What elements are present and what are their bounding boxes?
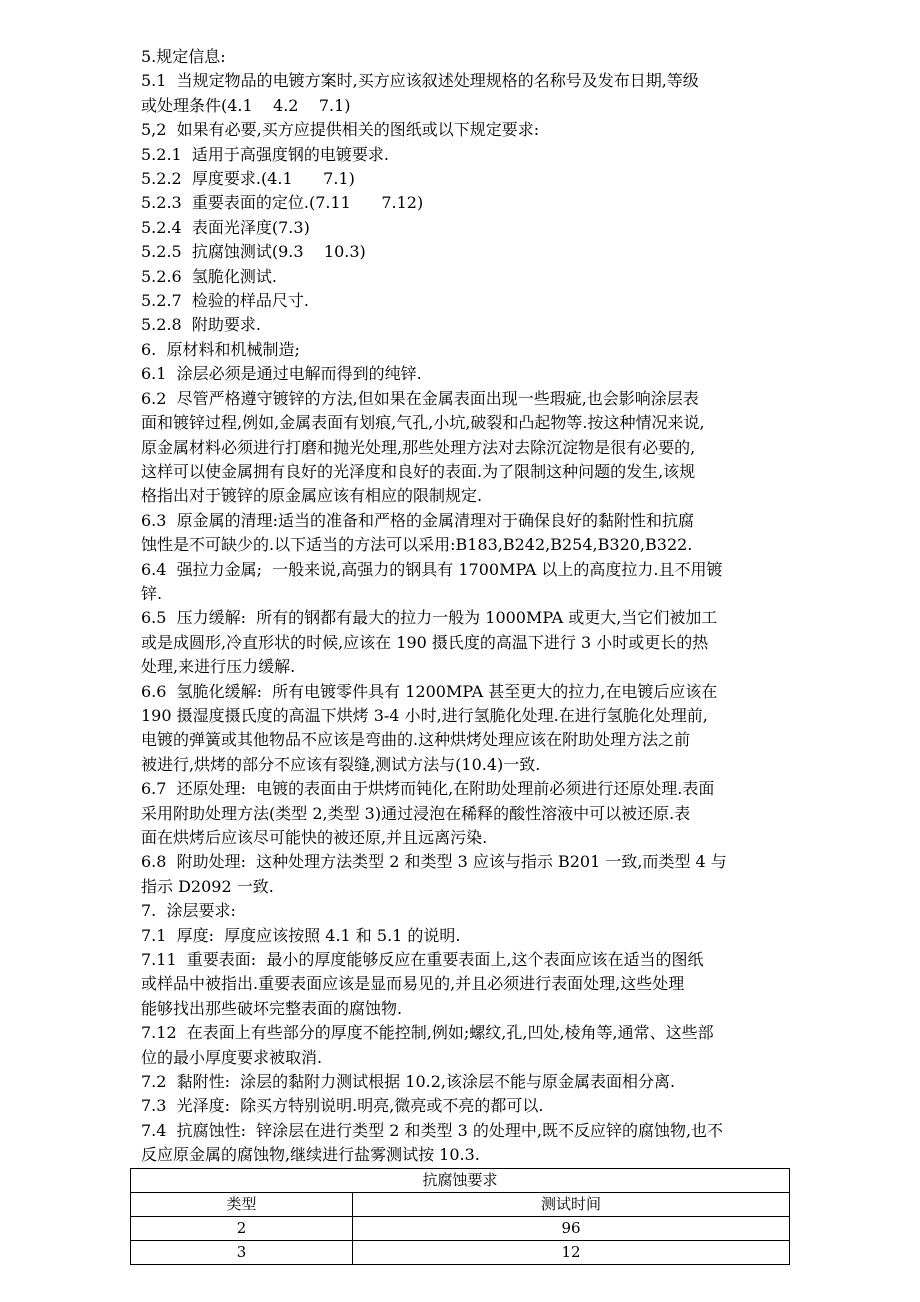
text-line: 6.7 还原处理: 电镀的表面由于烘烤而钝化,在附助处理前必须进行还原处理.表面 xyxy=(141,779,715,799)
text-line: 这样可以使金属拥有良好的光泽度和良好的表面.为了限制这种问题的发生,该规 xyxy=(141,461,696,481)
table-cell-test-time: 96 xyxy=(353,1216,790,1240)
text-line: 5.2.6 氢脆化测试. xyxy=(141,266,277,286)
text-line: 位的最小厚度要求被取消. xyxy=(141,1047,323,1067)
text-line: 5.2.3 重要表面的定位.(7.11 7.12) xyxy=(141,193,424,213)
text-line: 6.8 附助处理: 这种处理方法类型 2 和类型 3 应该与指示 B201 一致,而类型 4 与 xyxy=(141,852,727,872)
text-line: 处理,来进行压力缓解. xyxy=(141,657,296,677)
table-header-row xyxy=(131,1192,790,1216)
text-line: 面在烘烤后应该尽可能快的被还原,并且远离污染. xyxy=(141,828,488,847)
text-line: 指示 D2092 一致. xyxy=(141,876,274,896)
corrosion-requirements-table xyxy=(130,1168,790,1265)
text-line: 7.11 重要表面: 最小的厚度能够反应在重要表面上,这个表面应该在适当的图纸 xyxy=(141,950,704,970)
text-line: 5.2.8 附助要求. xyxy=(141,315,261,335)
text-line: 7.2 黏附性: 涂层的黏附力测试根据 10.2,该涂层不能与原金属表面相分离. xyxy=(141,1072,676,1092)
table-header-type: 类型 xyxy=(131,1192,353,1216)
text-line: 5.2.1 适用于高强度钢的电镀要求. xyxy=(141,144,389,164)
text-line: 电镀的弹簧或其他物品不应该是弯曲的.这种烘烤处理应该在附助处理方法之前 xyxy=(141,730,691,750)
text-line: 能够找出那些破坏完整表面的腐蚀物. xyxy=(141,998,403,1018)
text-line: 或是成圆形,冷直形状的时候,应该在 190 摄氏度的高温下进行 3 小时或更长的热 xyxy=(141,632,709,652)
table-header-test-time: 测试时间 xyxy=(353,1192,790,1216)
text-line: 采用附助处理方法(类型 2,类型 3)通过浸泡在稀释的酸性溶液中可以被还原.表 xyxy=(141,803,691,823)
text-line: 原金属材料必须进行打磨和抛光处理,那些处理方法对去除沉淀物是很有必要的, xyxy=(141,437,696,457)
table-row xyxy=(131,1240,790,1264)
text-line: 5,2 如果有必要,买方应提供相关的图纸或以下规定要求: xyxy=(141,120,540,140)
text-line: 7. 涂层要求: xyxy=(141,901,236,921)
text-line: 6.3 原金属的清理:适当的准备和严格的金属清理对于确保良好的黏附性和抗腐 xyxy=(141,510,695,530)
text-line: 5.1 当规定物品的电镀方案时,买方应该叙述处理规格的名称号及发布日期,等级 xyxy=(141,71,699,91)
table-title: 抗腐蚀要求 xyxy=(131,1168,790,1192)
text-line: 7.3 光泽度: 除买方特别说明.明亮,微亮或不亮的都可以. xyxy=(141,1096,544,1116)
text-line: 蚀性是不可缺少的.以下适当的方法可以采用:B183,B242,B254,B320,B322. xyxy=(141,535,693,555)
text-line: 5.规定信息: xyxy=(141,47,226,66)
text-line: 或处理条件(4.1 4.2 7.1) xyxy=(141,95,351,115)
text-line: 7.1 厚度: 厚度应该按照 4.1 和 5.1 的说明. xyxy=(141,925,461,945)
text-line: 反应原金属的腐蚀物,继续进行盐雾测试按 10.3. xyxy=(141,1145,480,1165)
text-line: 6.2 尽管严格遵守镀锌的方法,但如果在金属表面出现一些瑕疵,也会影响涂层表 xyxy=(141,388,699,408)
text-line: 5.2.2 厚度要求.(4.1 7.1) xyxy=(141,169,355,189)
text-line: 190 摄湿度摄氏度的高温下烘烤 3-4 小时,进行氢脆化处理.在进行氢脆化处理前, xyxy=(141,705,708,725)
table-cell-test-time: 12 xyxy=(353,1240,790,1264)
text-line: 5.2.5 抗腐蚀测试(9.3 10.3) xyxy=(141,242,366,262)
text-line: 5.2.7 检验的样品尺寸. xyxy=(141,291,309,311)
text-line: 7.4 抗腐蚀性: 锌涂层在进行类型 2 和类型 3 的处理中,既不反应锌的腐蚀物,也不 xyxy=(141,1120,724,1140)
text-line: 锌. xyxy=(141,583,163,603)
text-line: 6.6 氢脆化缓解: 所有电镀零件具有 1200MPA 甚至更大的拉力,在电镀后应该在 xyxy=(141,681,718,701)
table-row xyxy=(131,1216,790,1240)
text-line: 6. 原材料和机械制造; xyxy=(141,339,300,359)
text-line: 被进行,烘烤的部分不应该有裂缝,测试方法与(10.4)一致. xyxy=(141,754,541,774)
text-block xyxy=(141,45,793,1168)
text-line: 面和镀锌过程,例如,金属表面有划痕,气孔,小坑,破裂和凸起物等.按这种情况来说, xyxy=(141,413,705,433)
text-line: 6.4 强拉力金属; 一般来说,高强力的钢具有 1700MPA 以上的高度拉力.且不用镀 xyxy=(141,559,723,579)
text-line: 7.12 在表面上有些部分的厚度不能控制,例如;螺纹,孔,凹处,棱角等,通常、这些部 xyxy=(141,1023,714,1043)
table-title-row xyxy=(131,1168,790,1192)
text-line: 格指出对于镀锌的原金属应该有相应的限制规定. xyxy=(141,486,483,506)
text-line: 5.2.4 表面光泽度(7.3) xyxy=(141,217,310,237)
text-line: 或样品中被指出.重要表面应该是显而易见的,并且必须进行表面处理,这些处理 xyxy=(141,974,685,994)
table-cell-type: 3 xyxy=(131,1240,353,1264)
document-body xyxy=(141,45,793,1265)
text-line: 6.5 压力缓解: 所有的钢都有最大的拉力一般为 1000MPA 或更大,当它们被加工 xyxy=(141,608,718,628)
table-cell-type: 2 xyxy=(131,1216,353,1240)
text-line: 6.1 涂层必须是通过电解而得到的纯锌. xyxy=(141,364,422,384)
